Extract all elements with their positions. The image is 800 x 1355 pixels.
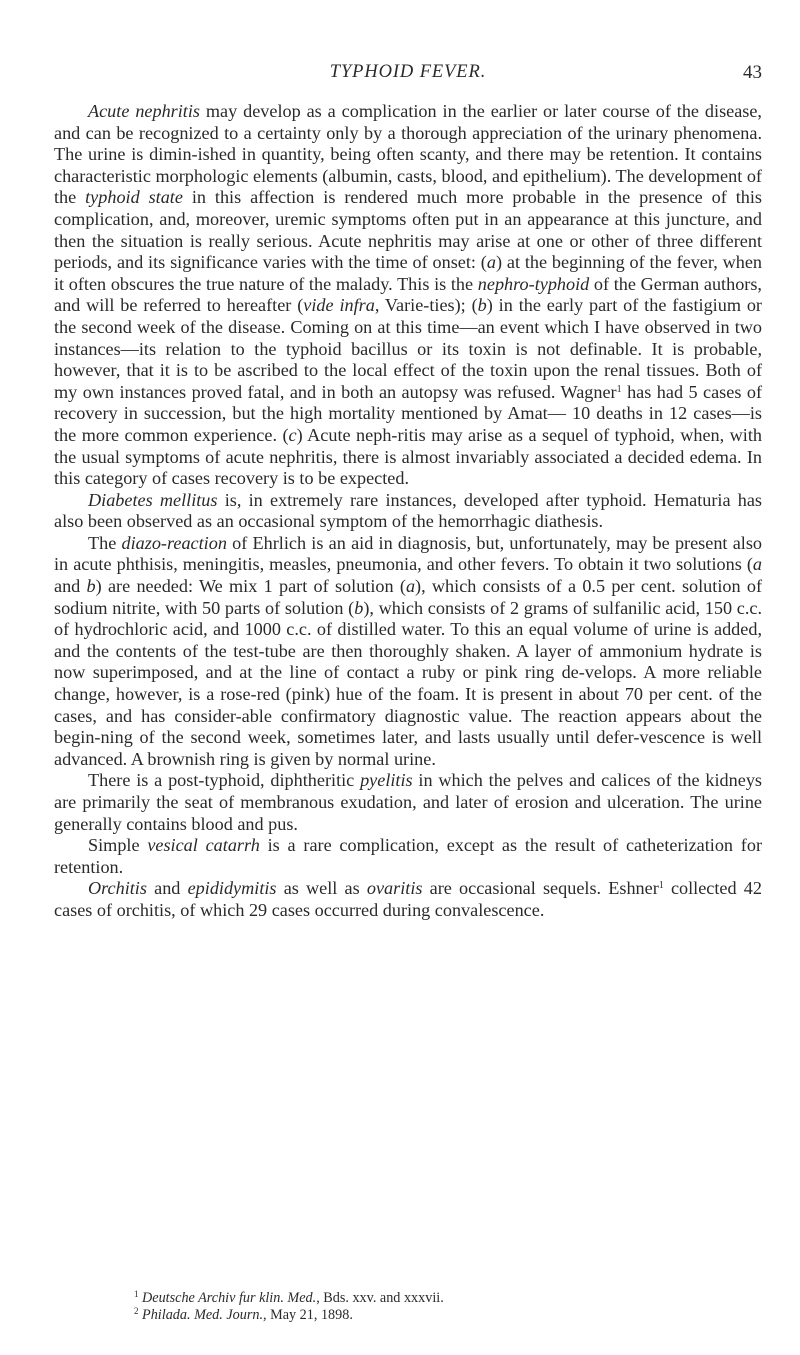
paragraph-acute-nephritis: Acute nephritis may develop as a complication in the earlier or later course of the disease, and can be recognized to a certainty only by a thorough appreciation of the urinary phenomena. The urine is dimin-ished in quantity, being often scanty, and there may be retention. It contains characteristic morphologic elements (albumin, casts, blood, and epithelium). The development of the typhoid state in this affection is rendered much more probable in the presence of this complication, and, moreover, uremic symptoms often put in an appearance at this juncture, and then the situation is really serious. Acute nephritis may arise at one or other of three different periods, and its significance varies with the time of onset: (a) at the beginning of the fever, when it often obscures the true nature of the malady. This is the nephro-typhoid of the German authors, and will be referred to hereafter (vide infra, Varie-ties); (b) in the early part of the fastigium or the second week of the disease. Coming on at this time—an event which I have observed in two instances—its relation to the typhoid bacillus or its toxin is not definable. It is probable, however, that it is to be ascribed to the local effect of the toxin upon the renal tissues. Both of my own instances proved fatal, and in both an autopsy was refused. Wagner$^1$ has had 5 cases of recovery in succession, but the high mortality mentioned by Amat— 10 deaths in 12 cases—is the more common experience. (c) Acute neph-ritis may arise as a sequel of typhoid, when, with the usual symptoms of acute nephritis, there is almost invariably associated a decided edema. In this category of cases recovery is to be expected. bbox=[54, 101, 763, 489]
term-ovaritis: ovaritis bbox=[366, 878, 423, 899]
paragraph-orchitis: Orchitis and epididymitis as well as ovaritis are occasional sequels. Eshner$^1$ collected 42 cases of orchitis, of which 29 cases occurred during convalescence. bbox=[54, 878, 762, 920]
footnotes bbox=[54, 1290, 762, 1324]
paragraph-pyelitis: There is a post-typhoid, diphtheritic pyelitis in which the pelves and calices of the kidneys are primarily the seat of membranous exudation, and later of erosion and ulceration. The urine generally contains blood and pus. bbox=[54, 770, 762, 834]
page-header bbox=[54, 62, 762, 88]
paragraph-vesical-catarrh: Simple vesical catarrh is a rare complication, except as the result of catheterization for retention. bbox=[54, 835, 763, 877]
term-vesical-catarrh: vesical catarrh bbox=[147, 835, 260, 856]
term-diabetes-mellitus: Diabetes mellitus bbox=[88, 489, 218, 510]
term-epididymitis: epididymitis bbox=[187, 878, 277, 899]
term-diazo-reaction: diazo-reaction bbox=[121, 532, 227, 553]
footnote-1: $^1$ Deutsche Archiv fur klin. Med., Bds. xxv. and xxxvii. bbox=[134, 1289, 444, 1306]
body-text bbox=[54, 101, 762, 922]
term-typhoid-state: typhoid state bbox=[85, 187, 183, 208]
running-title: TYPHOID FEVER. bbox=[329, 62, 487, 82]
footnote-ref: 1 bbox=[616, 383, 622, 395]
footnote-2: $^2$ Philada. Med. Journ., May 21, 1898. bbox=[134, 1306, 353, 1323]
paragraph-diabetes-mellitus: Diabetes mellitus is, in extremely rare instances, developed after typhoid. Hematuria has also been observed as an occasional symptom of the hemorrhagic diathesis. bbox=[54, 489, 762, 532]
paragraph-diazo-reaction: The diazo-reaction of Ehrlich is an aid in diagnosis, but, unfortunately, may be present also in acute phthisis, meningitis, measles, pneumonia, and other fevers. To obtain it two solutions (a and b) are needed: We mix 1 part of solution (a), which consists of a 0.5 per cent. solution of sodium nitrite, with 50 parts of solution (b), which consists of 2 grams of sulfanilic acid, 150 c.c. of hydrochloric acid, and 1000 c.c. of distilled water. To this an equal volume of urine is added, and the contents of the test-tube are then thoroughly shaken. A layer of ammonium hydrate is now superimposed, and at the line of contact a ruby or pink ring de-velops. A more reliable change, however, is a rose-red (pink) hue of the foam. It is present in about 70 per cent. of the cases, and has consider-able confirmatory diagnostic value. The reaction appears about the begin-ning of the second week, sometimes later, and lasts usually until defer-vescence is well advanced. A brownish ring is given by normal urine. bbox=[54, 532, 763, 769]
term-pyelitis: pyelitis bbox=[360, 770, 413, 791]
term-orchitis: Orchitis bbox=[88, 878, 147, 899]
footnote-ref: 1 bbox=[658, 880, 664, 892]
term-nephro-typhoid: nephro-typhoid bbox=[477, 273, 590, 294]
term-acute-nephritis: Acute nephritis bbox=[88, 101, 200, 121]
page-number: 43 bbox=[743, 62, 762, 83]
